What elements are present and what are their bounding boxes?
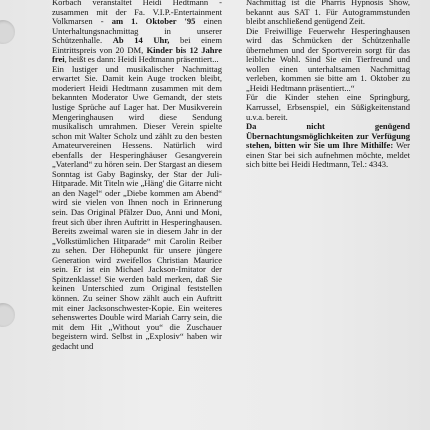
kids-free-highlight: Kinder bis 12 Jahre frei bbox=[52, 44, 222, 65]
paragraph bbox=[246, 122, 410, 170]
paragraph: Für die Kinder stehen eine Springburg, Karrussel, Erbsenspiel, ein Süßigkeitenstand u.v.a. bereit. bbox=[246, 92, 410, 122]
text-run: , heißt es dann: Heidi Hedtmann präsentiert... bbox=[64, 54, 219, 65]
time-highlight: Ab 14 Uhr, bbox=[112, 35, 170, 46]
left-text-column bbox=[52, 0, 222, 351]
text-run: einen Unterhaltungsnachmittag in unserer Schützenhalle. bbox=[52, 16, 222, 46]
punch-hole bbox=[0, 303, 15, 327]
paragraph bbox=[52, 0, 222, 65]
request-highlight: Da nicht genügend Übernachtungsmöglichkeiten zur Verfügung stehen, bitten wir Sie um Ihre Mithilfe: bbox=[246, 121, 410, 151]
paragraph: Nachmittag ist die Pharris Hypnosis Show, bekannt aus SAT 1. Für Autogrammstunden bleibt anschließend genügend Zeit. bbox=[246, 0, 410, 27]
right-text-column bbox=[246, 0, 410, 170]
date-highlight: am 1. Oktober '95 bbox=[111, 16, 196, 27]
text-run: bei einem Eintrittspreis von 20 DM, bbox=[52, 35, 222, 55]
paragraph: Die Freiwillige Feuerwehr Hesperinghausen wird das Schmücken der Schützenhalle übernehmen und der Sportverein sorgt für das leibliche Wohl. Sind Sie ein Tierfreund und wollen einen unterhaltsamen Nachmittag verleben, kommen sie bitte am 1. Oktober zu „Heidi Hedtmann präsentiert...“ bbox=[246, 25, 410, 93]
punch-hole bbox=[0, 20, 15, 44]
paragraph: Ein lustiger und musikalischer Nachmittag erwartet Sie. Damit kein Auge trocken bleibt, moderiert Heidi Hedtmann zusammen mit dem bekannten Moderator Uwe Gemandt, der stets lustige Sprüche auf Lager hat. Der Musikverein Mengeringhausen wird diese Sendung musikalisch umrahmen. Dieser Verein spielte schon mit Walter Scholz und zählt zu den besten Amateurvereinen Hessens. Natürlich wird ebenfalls der Hesperinghäuser Gesangverein „Vaterland“ zu hören sein. Der Stargast an diesem Sonntag ist Gaby Baginsky, der Star der Juli-Hitparade. Mit Titeln wie „Häng' die Gitarre nicht an den Nagel“ oder „Diebe kommen am Abend“ wird sie vielen von Ihnen noch in Erinnerung sein. Das Original Pfälzer Duo, Anni und Moni, freut sich über ihren Auftritt in Hesperinghausen. Bereits zweimal waren sie in diesem Jahr in der „Volkstümlichen Hitparade“ mit Carolin Reiber zu sehen. Der Höhepunkt für unsere jüngere Generation wird zweifellos Christian Maurice sein. Er ist ein Michael Jackson-Imitator der Spitzenklasse! Sie werden bald merken, daß Sie keinen Unterschied zum Original feststellen können. Zu seiner Show zählt auch ein Auftritt mit einer Jacksonschwester-Kopie. Ein weiteres sehenswertes Double wird Mariah Carry sein, die mit dem Hit „Without you“ die Zuschauer begeistern wird. Selbst in „Explosiv“ haben wir gedacht und bbox=[52, 63, 222, 351]
text-run: Wer einen Star bei sich aufnehmen möchte, meldet sich bitte bei Heidi Hedtmann, Tel.: 4343. bbox=[246, 140, 410, 170]
text-run: Korbach veranstaltet Heidi Hedtmann - zusammen mit der Fa. V.I.P.-Entertainment Volkmarsen - bbox=[52, 0, 222, 27]
